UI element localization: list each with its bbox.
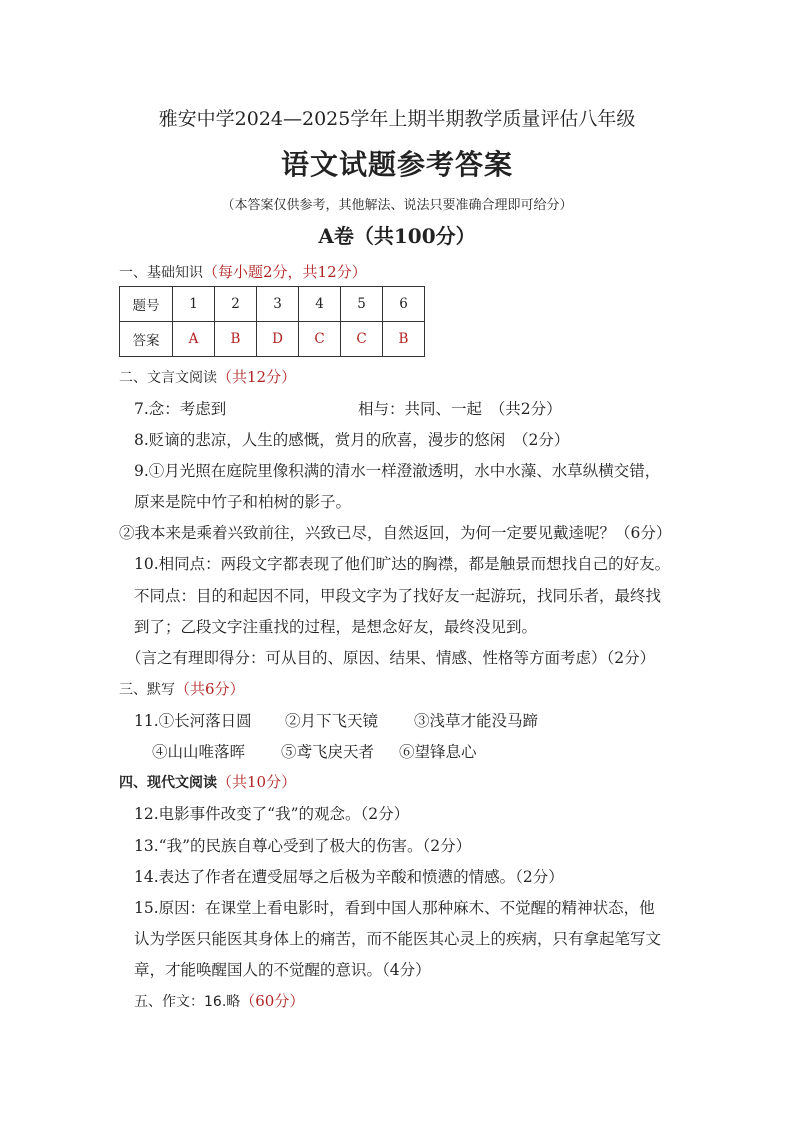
answer-10-line-4: （言之有理即得分：可从目的、原因、结果、情感、性格等方面考虑）（2分） bbox=[126, 649, 656, 667]
table-header-answer: 答案 bbox=[120, 322, 173, 357]
answer-11-item: ⑤鸢飞戾天者 bbox=[281, 743, 375, 761]
section-5-heading bbox=[134, 990, 304, 1011]
answer-11-item: ⑥望锋息心 bbox=[399, 743, 477, 761]
table-cell: 1 bbox=[173, 287, 215, 322]
section-4-label: 四、现代文阅读 bbox=[119, 775, 217, 791]
answer-note: （本答案仅供参考，其他解法、说法只要准确合理即可给分） bbox=[221, 198, 573, 213]
table-cell: C bbox=[299, 322, 341, 357]
section-a-title: A卷（共100分） bbox=[318, 224, 476, 248]
answer-7-part-b: 相与：共同、一起 （共2分） bbox=[358, 400, 562, 418]
section-1-score: （每小题2分，共12分） bbox=[203, 263, 367, 281]
answer-15-line-3: 章，才能唤醒国人的不觉醒的意识。（4分） bbox=[134, 961, 431, 979]
answer-10-line-3: 到了；乙段文字注重找的过程，是想念好友，最终没见到。 bbox=[134, 618, 538, 636]
section-1-label: 一、基础知识 bbox=[119, 265, 203, 281]
table-row bbox=[120, 322, 425, 357]
answer-11-item: ②月下飞天镜 bbox=[285, 712, 379, 730]
table-cell: 3 bbox=[257, 287, 299, 322]
table-header-number: 题号 bbox=[120, 287, 173, 322]
answer-10-line-1: 10.相同点：两段文字都表现了他们旷达的胸襟，都是触景而想找自己的好友。 bbox=[134, 555, 671, 573]
main-title: 语文试题参考答案 bbox=[280, 148, 513, 181]
section-3-score: （共6分） bbox=[175, 680, 245, 698]
exam-title-line: 雅安中学2024—2025学年上期半期教学质量评估八年级 bbox=[158, 108, 636, 130]
answer-14: 14.表达了作者在遭受屈辱之后极为辛酸和愤懑的情感。（2分） bbox=[134, 868, 564, 886]
section-3-heading bbox=[119, 678, 245, 699]
table-cell: 4 bbox=[299, 287, 341, 322]
answer-10-line-2: 不同点：目的和起因不同，甲段文字为了找好友一起游玩，找同乐者，最终找 bbox=[134, 587, 662, 605]
answer-9-line-3: ②我本来是乘着兴致前往，兴致已尽，自然返回，为何一定要见戴逵呢？（6分） bbox=[119, 524, 672, 542]
section-4-heading bbox=[119, 771, 296, 792]
table-row bbox=[120, 287, 425, 322]
section-2-heading bbox=[119, 366, 296, 387]
table-cell: 2 bbox=[215, 287, 257, 322]
answer-8: 8.贬谪的悲凉，人生的感慨，赏月的欣喜，漫步的悠闲 （2分） bbox=[134, 431, 570, 449]
answer-11-item: ④山山唯落晖 bbox=[152, 743, 246, 761]
section-2-score: （共12分） bbox=[217, 368, 297, 386]
answer-13: 13.“我”的民族自尊心受到了极大的伤害。（2分） bbox=[134, 837, 472, 855]
section-1-heading bbox=[119, 261, 367, 282]
section-5-score: （60分） bbox=[240, 992, 305, 1010]
answer-12: 12.电影事件改变了“我”的观念。（2分） bbox=[134, 805, 410, 823]
table-cell: 6 bbox=[383, 287, 425, 322]
answer-9-line-2: 原来是院中竹子和柏树的影子。 bbox=[134, 493, 352, 511]
table-cell: A bbox=[173, 322, 215, 357]
answer-9-line-1: 9.①月光照在庭院里像积满的清水一样澄澈透明，水中水藻、水草纵横交错， bbox=[134, 462, 661, 480]
answer-7-part-a: 7.念：考虑到 bbox=[134, 400, 227, 418]
answer-11-item: ③浅草才能没马蹄 bbox=[414, 712, 539, 730]
table-cell: C bbox=[341, 322, 383, 357]
table-cell: B bbox=[383, 322, 425, 357]
section-5-label: 五、作文：16.略 bbox=[134, 994, 241, 1010]
table-cell: B bbox=[215, 322, 257, 357]
section-2-label: 二、文言文阅读 bbox=[119, 370, 217, 386]
answer-15-line-1: 15.原因：在课堂上看电影时，看到中国人那种麻木、不觉醒的精神状态，他 bbox=[134, 899, 655, 917]
table-cell: D bbox=[257, 322, 299, 357]
answer-table bbox=[119, 286, 425, 357]
table-cell: 5 bbox=[341, 287, 383, 322]
section-3-label: 三、默写 bbox=[119, 682, 175, 698]
answer-11-item: 11.①长河落日圆 bbox=[134, 712, 252, 730]
answer-15-line-2: 认为学医只能医其身体上的痛苦，而不能医其心灵上的疾病，只有拿起笔写文 bbox=[134, 930, 662, 948]
section-4-score: （共10分） bbox=[217, 773, 297, 791]
